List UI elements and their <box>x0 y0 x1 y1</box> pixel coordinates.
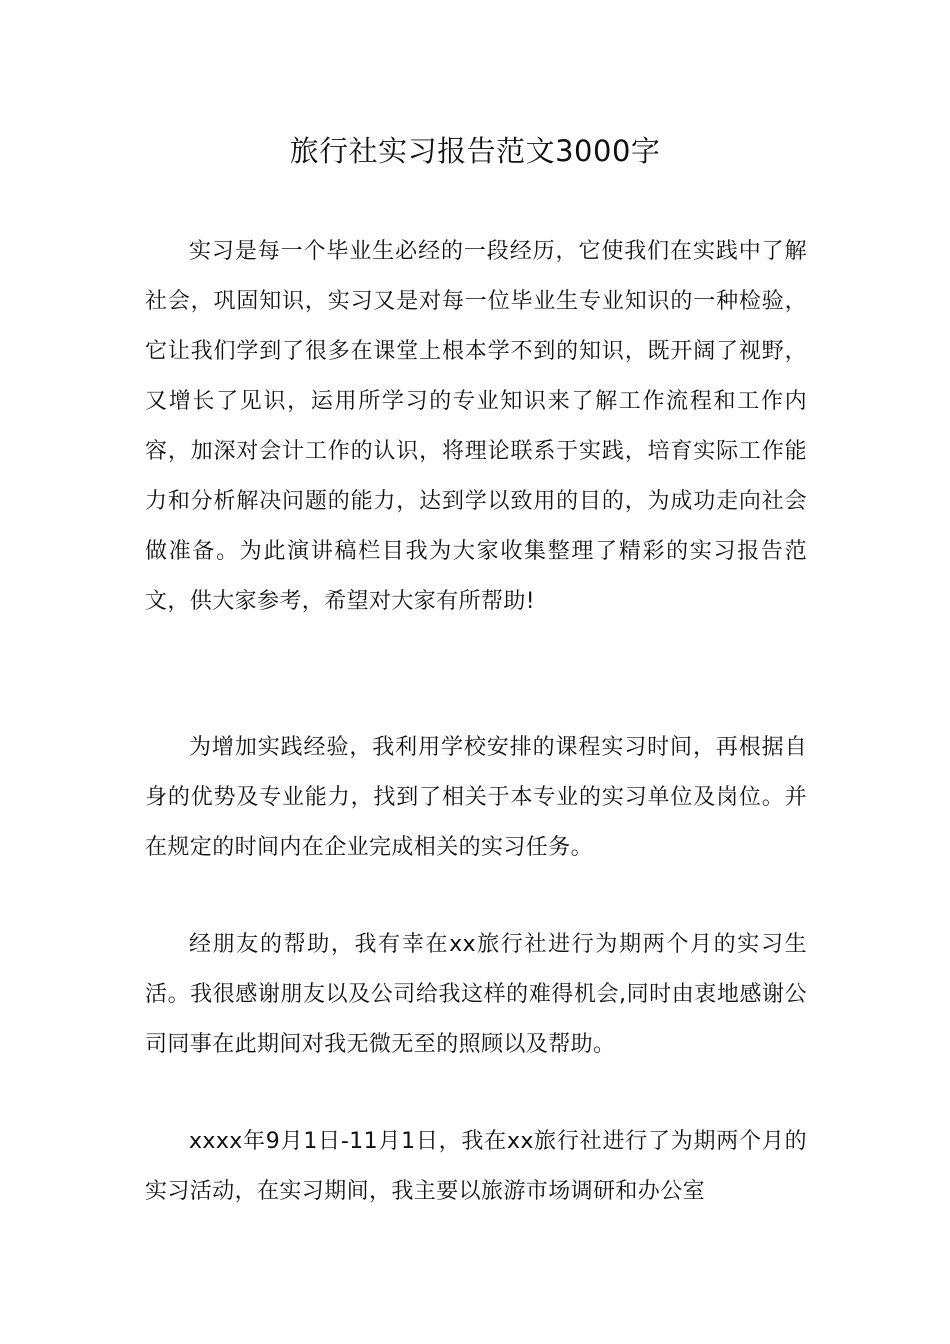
paragraph-internship-period: xxxx年9月1日-11月1日，我在xx旅行社进行了为期两个月的实习活动，在实习期间，我主要以旅游市场调研和办公室 <box>145 1129 807 1204</box>
paragraph-intro: 实习是每一个毕业生必经的一段经历，它使我们在实践中了解社会，巩固知识，实习又是对每一位毕业生专业知识的一种检验，它让我们学到了很多在课堂上根本学不到的知识，既开阔了视野，又增长了见识，运用所学习的专业知识来了解工作流程和工作内容，加深对会计工作的认识，将理论联系于实践，培育实际工作能力和分析解决问题的能力，达到学以致用的目的，为成功走向社会做准备。为此演讲稿栏目我为大家收集整理了精彩的实习报告范文，供大家参考，希望对大家有所帮助! <box>145 239 807 614</box>
paragraph-practice-purpose: 为增加实践经验，我利用学校安排的课程实习时间，再根据自身的优势及专业能力，找到了相关于本专业的实习单位及岗位。并在规定的时间内在企业完成相关的实习任务。 <box>145 735 807 860</box>
document-title: 旅行社实习报告范文3000字 <box>289 134 661 168</box>
paragraph-acknowledgement: 经朋友的帮助，我有幸在xx旅行社进行为期两个月的实习生活。我很感谢朋友以及公司给我这样的难得机会,同时由衷地感谢公司同事在此期间对我无微无至的照顾以及帮助。 <box>145 932 807 1057</box>
